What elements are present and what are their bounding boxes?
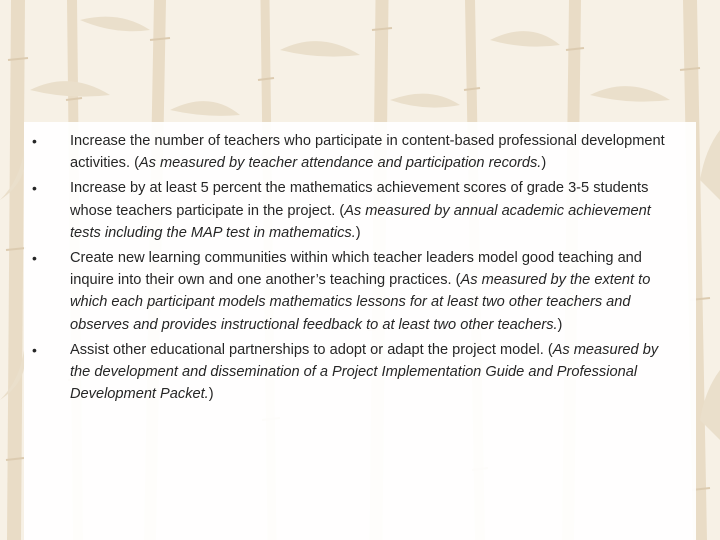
bullet-measure: As measured by teacher attendance and participation records. [138, 155, 542, 172]
bullet-item-4 [32, 339, 672, 406]
bullet-close: ) [208, 386, 214, 403]
bullet-close: ) [557, 316, 563, 333]
bullet-text: Increase the number of teachers who participate in content-based professional development activities. ( [70, 133, 665, 172]
bullet-measure: As measured by annual academic achievement tests including the MAP test in mathematics. [70, 202, 651, 241]
bullet-dot-icon: • [32, 180, 37, 197]
bullet-measure: As measured by the extent to which each participant models mathematics lessons for at least two other teachers and observes and provides instructional feedback to at least two other teachers. [70, 272, 651, 333]
bullet-dot-icon: • [32, 250, 37, 267]
bullet-close: ) [355, 224, 361, 241]
bullet-text: Assist other educational partnerships to adopt or adapt the project model. ( [70, 341, 553, 358]
bullet-item-2 [32, 177, 672, 244]
bullet-dot-icon: • [32, 341, 37, 358]
bullet-measure: As measured by the development and dissemination of a Project Implementation Guide and Professional Development Packet. [70, 341, 659, 403]
objectives-bullet-list [32, 130, 672, 408]
bullet-item-1 [32, 130, 672, 174]
bullet-text: Create new learning communities within which teacher leaders model good teaching and inquire into their own and one another’s teaching practices. ( [70, 250, 642, 289]
bullet-dot-icon: • [32, 133, 37, 149]
bullet-close: ) [541, 155, 547, 172]
bullet-item-3 [32, 247, 672, 336]
bullet-text: Increase by at least 5 percent the mathematics achievement scores of grade 3-5 students whose teachers participate in the project. ( [70, 180, 649, 219]
